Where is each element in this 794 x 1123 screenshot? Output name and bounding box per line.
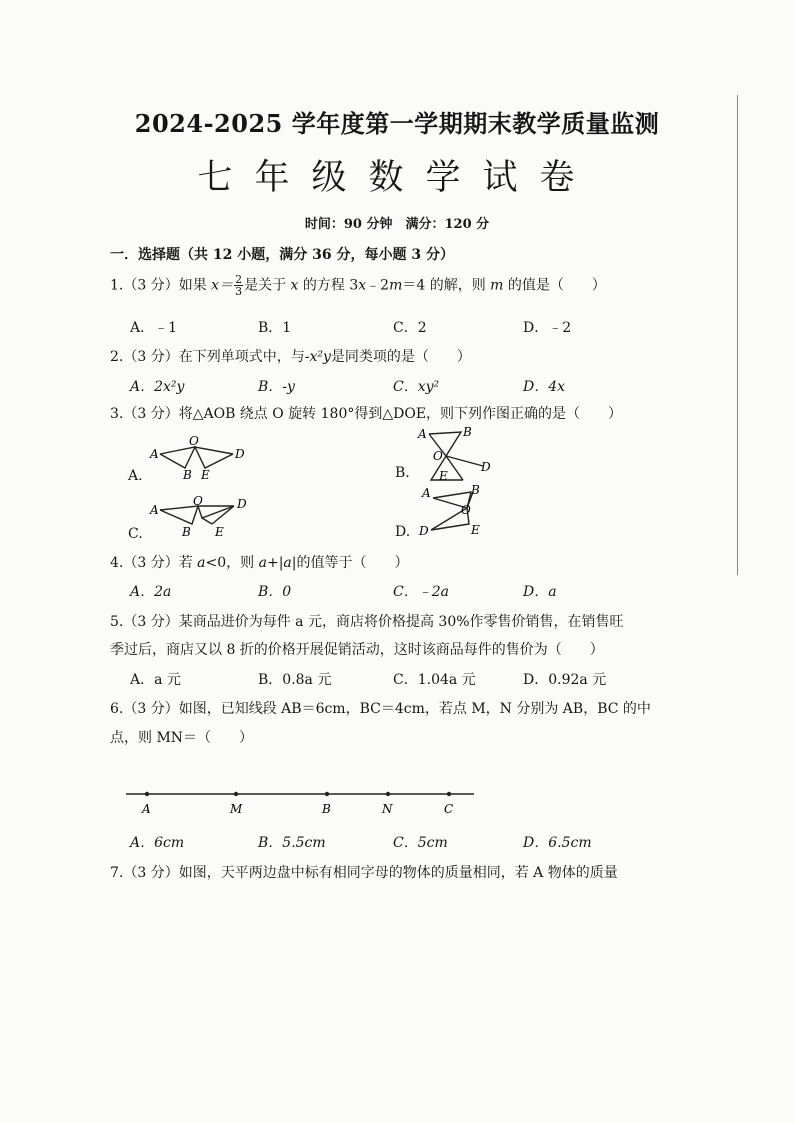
q4-option-c[interactable]: C．﹣2a: [393, 584, 449, 600]
q1-option-c[interactable]: C．2: [393, 320, 427, 336]
label-d: D: [481, 460, 491, 474]
label-o: O: [461, 503, 471, 517]
q6-option-b[interactable]: B．5.5cm: [258, 835, 326, 851]
exam-meta: 时间：90 分钟 满分：120 分: [304, 217, 490, 232]
question-6-line-2: 点，则 MN＝（ ）: [110, 730, 254, 746]
label-d: D: [235, 447, 245, 461]
fraction: $\frac{2}{3}$: [235, 273, 243, 298]
question-2: 2.（3 分）在下列单项式中，与-x²y是同类项的是（ ）: [110, 349, 471, 365]
q6-option-c[interactable]: C．5cm: [393, 835, 448, 851]
q3-figure-b: [413, 424, 503, 484]
label-a: A: [422, 486, 431, 500]
triangle-aob: [160, 506, 198, 524]
question-5-line-1: 5.（3 分）某商品进价为每件 a 元，商店将价格提高 30%作零售价销售，在销售旺: [110, 614, 624, 630]
q5-option-b[interactable]: B．0.8a 元: [258, 672, 332, 688]
label-n: N: [382, 802, 393, 816]
q6-option-a[interactable]: A．6cm: [130, 835, 185, 851]
point-a: [145, 792, 149, 796]
q2-option-a[interactable]: A．2x²y: [130, 379, 185, 395]
q6-segment-figure: [120, 783, 480, 819]
q5-option-a[interactable]: A．a 元: [130, 672, 181, 688]
label-b: B: [322, 802, 331, 816]
question-4: 4.（3 分）若 a<0，则 a+|a|的值等于（ ）: [110, 555, 409, 571]
q4-option-b[interactable]: B．0: [258, 584, 292, 600]
q3-option-c[interactable]: C.: [128, 526, 143, 542]
triangle-doe: [198, 506, 234, 518]
label-e: E: [215, 525, 224, 539]
label-c: C: [444, 802, 454, 816]
point-c: [447, 792, 451, 796]
label-o: O: [189, 434, 199, 448]
label-a: A: [150, 447, 159, 461]
exam-title: 2024-2025 学年度第一学期期末教学质量监测: [134, 109, 660, 138]
label-d: D: [419, 524, 429, 538]
question-7-line-1: 7.（3 分）如图，天平两边盘中标有相同字母的物体的质量相同，若 A 物体的质量: [110, 865, 618, 881]
q6-option-d[interactable]: D．6.5cm: [523, 835, 592, 851]
question-1: 1.（3 分）如果 x＝ $\frac{2}{3}$ 是关于 x 的方程 3x﹣2m＝4 的解，则 m 的值是（ ）: [110, 273, 606, 298]
question-3: 3.（3 分）将△AOB 绕点 O 旋转 180°得到△DOE，则下列作图正确的是（ ）: [110, 406, 623, 422]
q2-option-b[interactable]: B．-y: [258, 379, 295, 395]
label-b: B: [471, 483, 480, 497]
label-o: O: [433, 449, 443, 463]
q2-option-c[interactable]: C．xy²: [393, 379, 440, 395]
label-a: A: [150, 503, 159, 517]
question-5-line-2: 季过后，商店又以 8 折的价格开展促销活动，这时该商品每件的售价为（ ）: [110, 642, 604, 658]
section-title: 一．选择题（共 12 小题，满分 36 分，每小题 3 分）: [110, 247, 454, 263]
q1-option-d[interactable]: D．﹣2: [523, 320, 572, 336]
q3-figure-a: [146, 434, 256, 482]
label-d: D: [237, 497, 247, 511]
q4-option-d[interactable]: D．a: [523, 584, 557, 600]
point-b: [325, 792, 329, 796]
triangle-aob: [160, 447, 195, 468]
q2-option-d[interactable]: D．4x: [523, 379, 566, 395]
q3-figure-d: [413, 482, 503, 542]
exam-subtitle: 七年级数学试卷: [197, 158, 597, 198]
point-m: [234, 792, 238, 796]
q5-option-d[interactable]: D．0.92a 元: [523, 672, 607, 688]
question-6-line-1: 6.（3 分）如图，已知线段 AB＝6cm，BC＝4cm，若点 M，N 分别为 AB，BC 的中: [110, 701, 651, 717]
q3-option-b[interactable]: B.: [395, 465, 410, 481]
q5-option-c[interactable]: C．1.04a 元: [393, 672, 476, 688]
q1-option-b[interactable]: B．1: [258, 320, 292, 336]
label-a: A: [142, 802, 151, 816]
label-b: B: [183, 468, 192, 482]
q4-option-a[interactable]: A．2a: [130, 584, 172, 600]
q1-option-a[interactable]: A．﹣1: [130, 320, 178, 336]
point-n: [386, 792, 390, 796]
label-b: B: [463, 425, 472, 439]
label-a: A: [418, 427, 427, 441]
label-b: B: [182, 525, 191, 539]
q3-option-d[interactable]: D.: [395, 524, 411, 540]
label-e: E: [439, 469, 448, 483]
label-o: O: [193, 494, 203, 508]
label-e: E: [471, 523, 480, 537]
label-e: E: [201, 468, 210, 482]
label-m: M: [230, 802, 243, 816]
q3-figure-c: [146, 494, 256, 540]
q3-option-a[interactable]: A.: [128, 468, 143, 484]
triangle-doe: [195, 447, 233, 468]
